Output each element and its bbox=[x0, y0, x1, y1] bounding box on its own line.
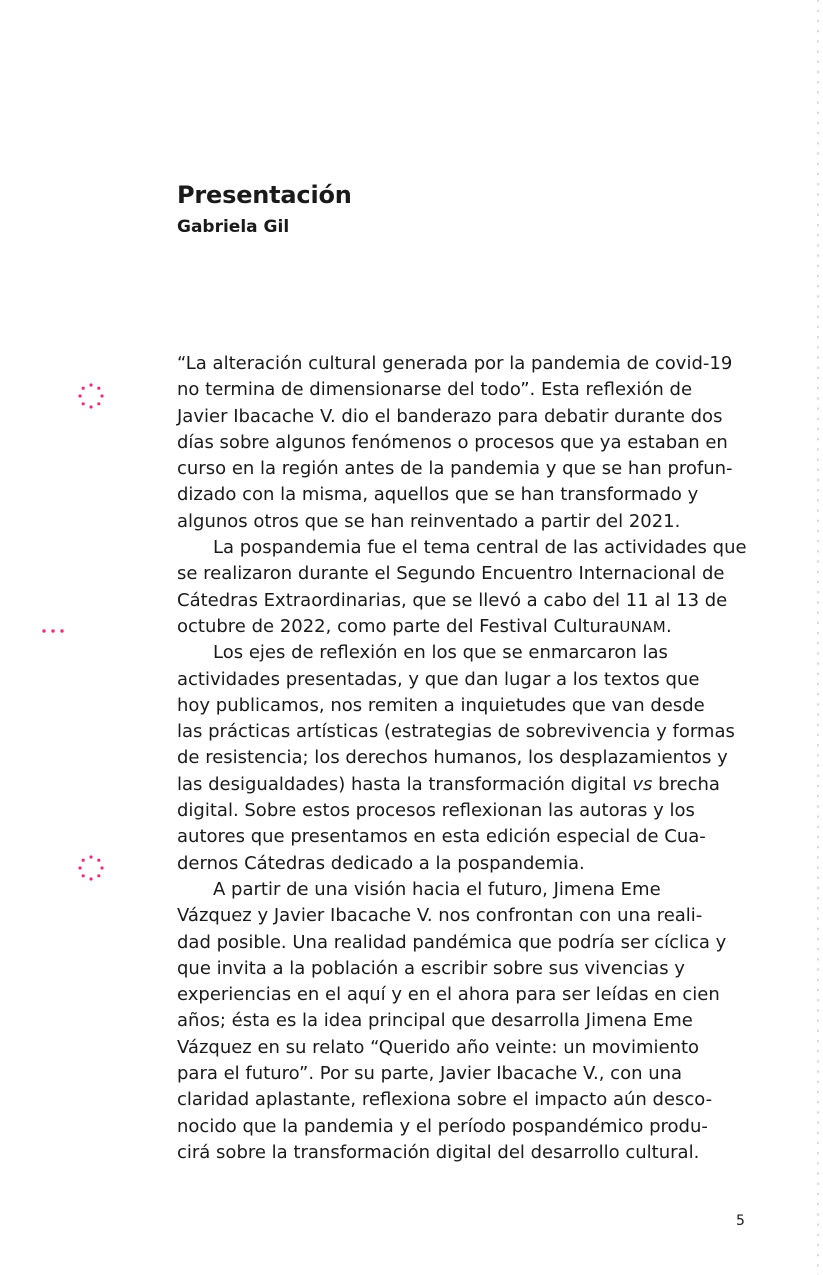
text-line: algunos otros que se han reinventado a partir del 2021. bbox=[177, 510, 681, 532]
text-line: Cátedras Extraordinarias, que se llevó a cabo del 11 al 13 de bbox=[177, 589, 728, 611]
text-line: se realizaron durante el Segundo Encuentro Internacional de bbox=[177, 563, 725, 585]
text-line: autores que presentamos en esta edición especial de Cua- bbox=[177, 826, 706, 848]
text-line: Vázquez y Javier Ibacache V. nos confrontan con una reali- bbox=[177, 905, 703, 927]
text-fragment: brecha bbox=[652, 773, 720, 795]
text-line: dernos Cátedras dedicado a la pospandemia. bbox=[177, 852, 585, 874]
text-line: “La alteración cultural generada por la pandemia de covid-19 bbox=[177, 353, 733, 374]
text-fragment: las desigualdades) hasta la transformación digital bbox=[177, 773, 627, 795]
page-edge-dots bbox=[816, 0, 820, 1275]
unam-smallcaps: UNAM bbox=[619, 617, 666, 636]
text-line: Vázquez en su relato “Querido año veinte: un movimiento bbox=[177, 1036, 700, 1058]
text-line: que invita a la población a escribir sobre sus vivencias y bbox=[177, 957, 685, 979]
text-line: hoy publicamos, nos remiten a inquietudes que van desde bbox=[177, 694, 705, 716]
text-line: digital. Sobre estos procesos reflexionan las autoras y los bbox=[177, 800, 695, 822]
text-fragment: octubre de 2022, como parte del Festival Cultura bbox=[177, 615, 620, 637]
text-line-mixed bbox=[177, 772, 749, 798]
paragraph-1 bbox=[177, 351, 749, 535]
text-line: para el futuro”. Por su parte, Javier Ibacache V., con una bbox=[177, 1063, 683, 1085]
text-line: dizado con la misma, aquellos que se han transformado y bbox=[177, 484, 699, 506]
text-line: claridad aplastante, reflexiona sobre el impacto aún desco- bbox=[177, 1089, 713, 1111]
text-line: dad posible. Una realidad pandémica que podría ser cíclica y bbox=[177, 931, 727, 953]
dot-ring-icon bbox=[78, 855, 104, 881]
text-line: días sobre algunos fenómenos o procesos que ya estaban en bbox=[177, 431, 728, 453]
text-line: de resistencia; los derechos humanos, los desplazamientos y bbox=[177, 747, 728, 769]
text-line: las prácticas artísticas (estrategias de sobrevivencia y formas bbox=[177, 721, 735, 743]
text-line: actividades presentadas, y que dan lugar a los textos que bbox=[177, 668, 700, 690]
dot-ring-icon bbox=[78, 383, 104, 409]
text-line: nocido que la pandemia y el período pospandémico produ- bbox=[177, 1115, 708, 1137]
text-line: no termina de dimensionarse del todo”. Esta reflexión de bbox=[177, 379, 693, 401]
author-name: Gabriela Gil bbox=[177, 217, 290, 237]
text-fragment: . bbox=[665, 615, 672, 637]
body-text bbox=[177, 351, 749, 1166]
text-line-mixed bbox=[177, 614, 749, 640]
three-dots-icon bbox=[41, 627, 65, 635]
text-line: curso en la región antes de la pandemia y que se han profun- bbox=[177, 458, 733, 480]
paragraph-3 bbox=[177, 640, 749, 877]
text-line: A partir de una visión hacia el futuro, Jimena Eme bbox=[213, 878, 661, 900]
text-line: Los ejes de reflexión en los que se enmarcaron las bbox=[213, 642, 668, 664]
text-line: años; ésta es la idea principal que desarrolla Jimena Eme bbox=[177, 1010, 693, 1032]
text-line: experiencias en el aquí y en el ahora para ser leídas en cien bbox=[177, 984, 720, 1006]
text-line: Javier Ibacache V. dio el banderazo para debatir durante dos bbox=[177, 405, 723, 427]
page-number: 5 bbox=[736, 1213, 745, 1229]
italic-vs: vs bbox=[632, 773, 653, 795]
paragraph-2 bbox=[177, 535, 749, 640]
page-title: Presentación bbox=[177, 181, 352, 209]
paragraph-4 bbox=[177, 877, 749, 1166]
text-line: La pospandemia fue el tema central de las actividades que bbox=[213, 537, 747, 559]
text-line: cirá sobre la transformación digital del desarrollo cultural. bbox=[177, 1141, 700, 1163]
